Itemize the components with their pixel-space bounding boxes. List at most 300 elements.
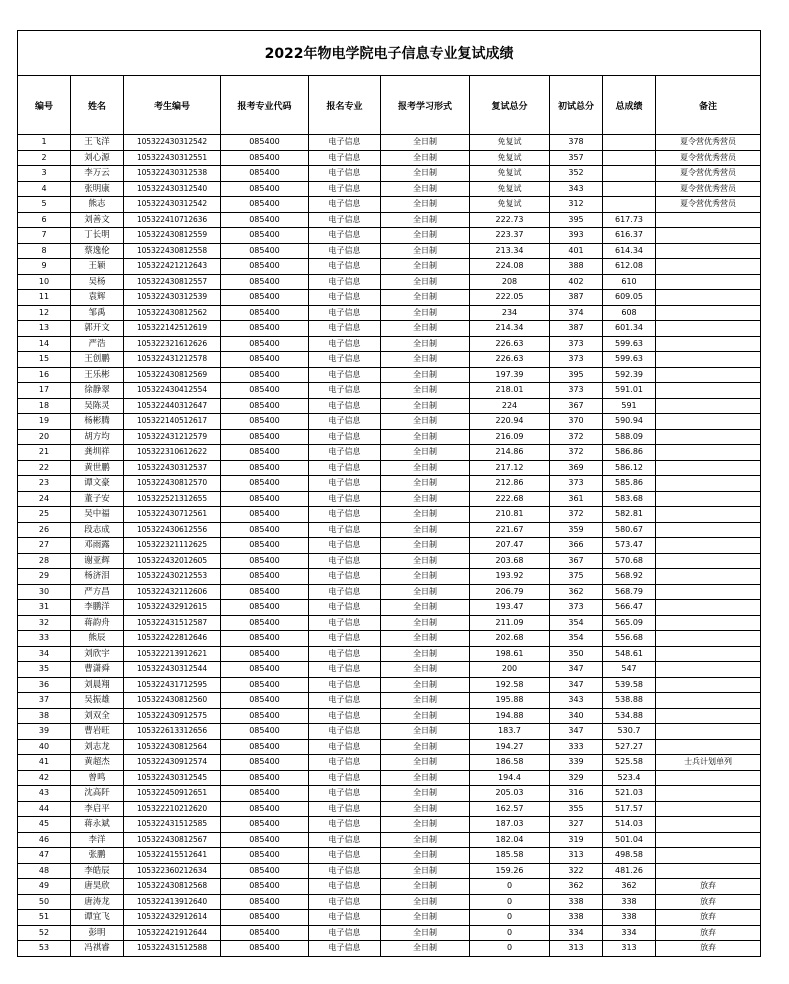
cell-exam-id: 105322422812646 (124, 631, 221, 647)
cell-initial-score: 361 (550, 491, 603, 507)
cell-number: 9 (18, 259, 71, 275)
cell-number: 24 (18, 491, 71, 507)
cell-total-score: 586.86 (603, 445, 656, 461)
cell-name: 段志成 (71, 522, 124, 538)
cell-initial-score: 347 (550, 662, 603, 678)
cell-number: 26 (18, 522, 71, 538)
cell-major: 电子信息 (309, 894, 381, 910)
cell-retest-score: 159.26 (470, 863, 550, 879)
cell-initial-score: 322 (550, 863, 603, 879)
table-row (18, 615, 761, 631)
cell-remarks (656, 228, 761, 244)
cell-major: 电子信息 (309, 476, 381, 492)
cell-major: 电子信息 (309, 181, 381, 197)
cell-exam-id: 105322430812570 (124, 476, 221, 492)
cell-retest-score: 194.88 (470, 708, 550, 724)
cell-retest-score: 0 (470, 910, 550, 926)
cell-retest-score: 224.08 (470, 259, 550, 275)
cell-number: 17 (18, 383, 71, 399)
cell-major: 电子信息 (309, 460, 381, 476)
cell-name: 龚圳祥 (71, 445, 124, 461)
col-header-major: 报名专业 (309, 76, 381, 135)
cell-retest-score: 186.58 (470, 755, 550, 771)
cell-remarks (656, 832, 761, 848)
cell-major-code: 085400 (221, 274, 309, 290)
cell-major-code: 085400 (221, 941, 309, 957)
cell-major-code: 085400 (221, 290, 309, 306)
cell-retest-score: 220.94 (470, 414, 550, 430)
table-row (18, 212, 761, 228)
table-row (18, 259, 761, 275)
cell-total-score: 590.94 (603, 414, 656, 430)
table-row (18, 832, 761, 848)
cell-name: 刘志龙 (71, 739, 124, 755)
table-row (18, 662, 761, 678)
cell-study-form: 全日制 (381, 414, 470, 430)
cell-remarks (656, 786, 761, 802)
cell-initial-score: 357 (550, 150, 603, 166)
cell-exam-id: 105322140512617 (124, 414, 221, 430)
cell-initial-score: 372 (550, 429, 603, 445)
table-row (18, 336, 761, 352)
cell-remarks (656, 708, 761, 724)
cell-study-form: 全日制 (381, 910, 470, 926)
cell-remarks (656, 305, 761, 321)
cell-number: 11 (18, 290, 71, 306)
cell-name: 邓雨露 (71, 538, 124, 554)
cell-major: 电子信息 (309, 135, 381, 151)
cell-exam-id: 105322430812558 (124, 243, 221, 259)
table-row (18, 941, 761, 957)
cell-study-form: 全日制 (381, 584, 470, 600)
cell-initial-score: 375 (550, 569, 603, 585)
cell-retest-score: 193.92 (470, 569, 550, 585)
cell-study-form: 全日制 (381, 755, 470, 771)
cell-major: 电子信息 (309, 290, 381, 306)
cell-exam-id: 105322430612556 (124, 522, 221, 538)
cell-remarks: 放弃 (656, 910, 761, 926)
cell-major: 电子信息 (309, 786, 381, 802)
cell-major: 电子信息 (309, 662, 381, 678)
cell-exam-id: 105322432912614 (124, 910, 221, 926)
cell-major: 电子信息 (309, 445, 381, 461)
cell-exam-id: 105322431212579 (124, 429, 221, 445)
cell-exam-id: 105322142512619 (124, 321, 221, 337)
cell-major-code: 085400 (221, 615, 309, 631)
col-header-initial-score: 初试总分 (550, 76, 603, 135)
cell-remarks (656, 553, 761, 569)
cell-retest-score: 200 (470, 662, 550, 678)
cell-number: 44 (18, 801, 71, 817)
cell-remarks (656, 383, 761, 399)
cell-number: 39 (18, 724, 71, 740)
cell-total-score: 534.88 (603, 708, 656, 724)
cell-remarks (656, 631, 761, 647)
cell-total-score: 501.04 (603, 832, 656, 848)
cell-initial-score: 402 (550, 274, 603, 290)
table-row (18, 538, 761, 554)
table-row (18, 708, 761, 724)
cell-total-score: 592.39 (603, 367, 656, 383)
cell-initial-score: 373 (550, 476, 603, 492)
cell-total-score (603, 166, 656, 182)
cell-remarks: 夏令营优秀营员 (656, 181, 761, 197)
cell-exam-id: 105322430812564 (124, 739, 221, 755)
cell-remarks (656, 569, 761, 585)
cell-major-code: 085400 (221, 600, 309, 616)
cell-exam-id: 105322210212620 (124, 801, 221, 817)
cell-retest-score: 192.58 (470, 677, 550, 693)
cell-name: 吴陈灵 (71, 398, 124, 414)
cell-initial-score: 354 (550, 631, 603, 647)
cell-exam-id: 105322410712636 (124, 212, 221, 228)
cell-study-form: 全日制 (381, 429, 470, 445)
table-row (18, 352, 761, 368)
cell-total-score: 525.58 (603, 755, 656, 771)
cell-major: 电子信息 (309, 770, 381, 786)
cell-total-score (603, 197, 656, 213)
cell-major-code: 085400 (221, 755, 309, 771)
table-row (18, 305, 761, 321)
cell-major: 电子信息 (309, 538, 381, 554)
cell-retest-score: 183.7 (470, 724, 550, 740)
cell-study-form: 全日制 (381, 708, 470, 724)
cell-total-score: 573.47 (603, 538, 656, 554)
cell-major-code: 085400 (221, 801, 309, 817)
cell-total-score: 614.34 (603, 243, 656, 259)
cell-remarks (656, 863, 761, 879)
cell-name: 谭宜飞 (71, 910, 124, 926)
cell-major: 电子信息 (309, 615, 381, 631)
cell-major: 电子信息 (309, 817, 381, 833)
cell-major: 电子信息 (309, 755, 381, 771)
cell-major: 电子信息 (309, 321, 381, 337)
cell-study-form: 全日制 (381, 212, 470, 228)
cell-total-score: 582.81 (603, 507, 656, 523)
col-header-major-code: 报考专业代码 (221, 76, 309, 135)
cell-retest-score: 234 (470, 305, 550, 321)
cell-total-score: 580.67 (603, 522, 656, 538)
cell-total-score: 523.4 (603, 770, 656, 786)
table-row (18, 197, 761, 213)
cell-exam-id: 105322430812557 (124, 274, 221, 290)
cell-retest-score: 222.05 (470, 290, 550, 306)
cell-name: 唐昊欣 (71, 879, 124, 895)
cell-retest-score: 免复试 (470, 150, 550, 166)
cell-exam-id: 105322430312545 (124, 770, 221, 786)
cell-study-form: 全日制 (381, 352, 470, 368)
cell-number: 53 (18, 941, 71, 957)
cell-number: 5 (18, 197, 71, 213)
cell-initial-score: 387 (550, 321, 603, 337)
cell-exam-id: 105322450912651 (124, 786, 221, 802)
cell-initial-score: 359 (550, 522, 603, 538)
cell-total-score: 583.68 (603, 491, 656, 507)
cell-major: 电子信息 (309, 166, 381, 182)
cell-study-form: 全日制 (381, 228, 470, 244)
cell-major: 电子信息 (309, 724, 381, 740)
cell-name: 袁辉 (71, 290, 124, 306)
cell-exam-id: 105322432912615 (124, 600, 221, 616)
cell-name: 张明康 (71, 181, 124, 197)
cell-major: 电子信息 (309, 708, 381, 724)
cell-major-code: 085400 (221, 817, 309, 833)
cell-initial-score: 329 (550, 770, 603, 786)
cell-remarks (656, 414, 761, 430)
table-row (18, 817, 761, 833)
cell-major-code: 085400 (221, 259, 309, 275)
cell-remarks: 放弃 (656, 941, 761, 957)
cell-total-score: 570.68 (603, 553, 656, 569)
cell-number: 32 (18, 615, 71, 631)
cell-total-score: 338 (603, 910, 656, 926)
table-row (18, 739, 761, 755)
cell-remarks (656, 817, 761, 833)
cell-total-score: 591.01 (603, 383, 656, 399)
cell-exam-id: 105322321612626 (124, 336, 221, 352)
cell-exam-id: 105322430912575 (124, 708, 221, 724)
cell-number: 41 (18, 755, 71, 771)
cell-study-form: 全日制 (381, 739, 470, 755)
cell-exam-id: 105322421212643 (124, 259, 221, 275)
cell-total-score: 612.08 (603, 259, 656, 275)
cell-major: 电子信息 (309, 491, 381, 507)
cell-initial-score: 373 (550, 352, 603, 368)
cell-retest-score: 224 (470, 398, 550, 414)
cell-name: 谭文豪 (71, 476, 124, 492)
cell-exam-id: 105322430312538 (124, 166, 221, 182)
cell-number: 36 (18, 677, 71, 693)
table-row (18, 770, 761, 786)
cell-study-form: 全日制 (381, 135, 470, 151)
cell-retest-score: 193.47 (470, 600, 550, 616)
cell-study-form: 全日制 (381, 476, 470, 492)
cell-major: 电子信息 (309, 212, 381, 228)
cell-total-score: 617.73 (603, 212, 656, 228)
cell-total-score: 585.86 (603, 476, 656, 492)
table-row (18, 522, 761, 538)
cell-total-score: 338 (603, 894, 656, 910)
cell-exam-id: 105322430812562 (124, 305, 221, 321)
cell-remarks: 放弃 (656, 894, 761, 910)
cell-remarks (656, 445, 761, 461)
cell-total-score: 334 (603, 925, 656, 941)
cell-exam-id: 105322440312647 (124, 398, 221, 414)
cell-initial-score: 316 (550, 786, 603, 802)
cell-remarks (656, 336, 761, 352)
cell-study-form: 全日制 (381, 321, 470, 337)
cell-number: 46 (18, 832, 71, 848)
cell-retest-score: 223.37 (470, 228, 550, 244)
cell-total-score: 362 (603, 879, 656, 895)
cell-retest-score: 203.68 (470, 553, 550, 569)
cell-remarks: 夏令营优秀营员 (656, 197, 761, 213)
cell-total-score: 601.34 (603, 321, 656, 337)
cell-initial-score: 354 (550, 615, 603, 631)
cell-initial-score: 340 (550, 708, 603, 724)
cell-major: 电子信息 (309, 553, 381, 569)
cell-study-form: 全日制 (381, 770, 470, 786)
cell-total-score: 514.03 (603, 817, 656, 833)
table-row (18, 274, 761, 290)
cell-major-code: 085400 (221, 677, 309, 693)
cell-name: 刘善文 (71, 212, 124, 228)
cell-number: 23 (18, 476, 71, 492)
cell-study-form: 全日制 (381, 181, 470, 197)
cell-study-form: 全日制 (381, 879, 470, 895)
table-row (18, 321, 761, 337)
cell-retest-score: 217.12 (470, 460, 550, 476)
cell-number: 49 (18, 879, 71, 895)
table-row (18, 243, 761, 259)
cell-major-code: 085400 (221, 305, 309, 321)
cell-major-code: 085400 (221, 538, 309, 554)
cell-major-code: 085400 (221, 708, 309, 724)
cell-major-code: 085400 (221, 863, 309, 879)
cell-major: 电子信息 (309, 832, 381, 848)
cell-remarks (656, 243, 761, 259)
cell-major: 电子信息 (309, 367, 381, 383)
cell-major: 电子信息 (309, 848, 381, 864)
cell-remarks (656, 290, 761, 306)
cell-name: 胡方均 (71, 429, 124, 445)
cell-exam-id: 105322430312544 (124, 662, 221, 678)
cell-name: 王创鹏 (71, 352, 124, 368)
cell-study-form: 全日制 (381, 522, 470, 538)
cell-exam-id: 105322430712561 (124, 507, 221, 523)
cell-name: 吴杨 (71, 274, 124, 290)
cell-remarks (656, 739, 761, 755)
cell-study-form: 全日制 (381, 863, 470, 879)
cell-exam-id: 105322213912621 (124, 646, 221, 662)
col-header-study-form: 报考学习形式 (381, 76, 470, 135)
cell-major-code: 085400 (221, 894, 309, 910)
cell-number: 4 (18, 181, 71, 197)
table-row (18, 724, 761, 740)
cell-name: 王飞洋 (71, 135, 124, 151)
cell-total-score: 616.37 (603, 228, 656, 244)
cell-total-score: 539.58 (603, 677, 656, 693)
cell-name: 刘晨翔 (71, 677, 124, 693)
cell-major: 电子信息 (309, 398, 381, 414)
col-header-number: 编号 (18, 76, 71, 135)
table-row (18, 925, 761, 941)
cell-major-code: 085400 (221, 879, 309, 895)
cell-exam-id: 105322360212634 (124, 863, 221, 879)
cell-study-form: 全日制 (381, 445, 470, 461)
cell-retest-score: 212.86 (470, 476, 550, 492)
table-row (18, 414, 761, 430)
cell-initial-score: 369 (550, 460, 603, 476)
cell-name: 熊志 (71, 197, 124, 213)
cell-remarks (656, 352, 761, 368)
cell-total-score: 610 (603, 274, 656, 290)
cell-initial-score: 395 (550, 212, 603, 228)
score-table (17, 30, 761, 957)
cell-exam-id: 105322430212553 (124, 569, 221, 585)
table-row (18, 166, 761, 182)
cell-exam-id: 105322430312542 (124, 197, 221, 213)
table-row (18, 290, 761, 306)
cell-initial-score: 367 (550, 553, 603, 569)
table-row (18, 677, 761, 693)
cell-retest-score: 198.61 (470, 646, 550, 662)
cell-number: 22 (18, 460, 71, 476)
cell-total-score: 527.27 (603, 739, 656, 755)
cell-number: 7 (18, 228, 71, 244)
cell-retest-score: 0 (470, 879, 550, 895)
cell-major-code: 085400 (221, 646, 309, 662)
cell-name: 刘心源 (71, 150, 124, 166)
cell-major-code: 085400 (221, 352, 309, 368)
cell-total-score (603, 181, 656, 197)
cell-remarks (656, 274, 761, 290)
cell-major-code: 085400 (221, 848, 309, 864)
cell-name: 李启平 (71, 801, 124, 817)
cell-name: 黄超杰 (71, 755, 124, 771)
cell-study-form: 全日制 (381, 615, 470, 631)
cell-remarks (656, 600, 761, 616)
cell-exam-id: 105322430312537 (124, 460, 221, 476)
cell-major-code: 085400 (221, 910, 309, 926)
table-row (18, 367, 761, 383)
cell-retest-score: 216.09 (470, 429, 550, 445)
cell-exam-id: 105322431512587 (124, 615, 221, 631)
cell-remarks: 夏令营优秀营员 (656, 135, 761, 151)
cell-remarks (656, 321, 761, 337)
cell-major: 电子信息 (309, 801, 381, 817)
cell-name: 唐涛龙 (71, 894, 124, 910)
cell-major: 电子信息 (309, 522, 381, 538)
cell-name: 吴振雄 (71, 693, 124, 709)
cell-major: 电子信息 (309, 228, 381, 244)
cell-major: 电子信息 (309, 150, 381, 166)
cell-study-form: 全日制 (381, 801, 470, 817)
cell-exam-id: 105322431212578 (124, 352, 221, 368)
cell-study-form: 全日制 (381, 553, 470, 569)
cell-major-code: 085400 (221, 150, 309, 166)
cell-major: 电子信息 (309, 584, 381, 600)
table-row (18, 646, 761, 662)
cell-exam-id: 105322430312542 (124, 135, 221, 151)
cell-initial-score: 334 (550, 925, 603, 941)
cell-exam-id: 105322321112625 (124, 538, 221, 554)
cell-initial-score: 343 (550, 181, 603, 197)
cell-remarks (656, 259, 761, 275)
table-row (18, 398, 761, 414)
cell-number: 2 (18, 150, 71, 166)
cell-retest-score: 202.68 (470, 631, 550, 647)
cell-total-score: 530.7 (603, 724, 656, 740)
cell-retest-score: 免复试 (470, 135, 550, 151)
cell-initial-score: 374 (550, 305, 603, 321)
cell-total-score: 568.92 (603, 569, 656, 585)
cell-study-form: 全日制 (381, 848, 470, 864)
cell-name: 沈高阡 (71, 786, 124, 802)
cell-remarks (656, 522, 761, 538)
cell-initial-score: 339 (550, 755, 603, 771)
cell-remarks (656, 724, 761, 740)
table-row (18, 600, 761, 616)
table-row (18, 910, 761, 926)
cell-study-form: 全日制 (381, 197, 470, 213)
cell-remarks (656, 693, 761, 709)
cell-remarks (656, 538, 761, 554)
cell-remarks: 放弃 (656, 925, 761, 941)
cell-exam-id: 105322431512588 (124, 941, 221, 957)
cell-exam-id: 105322432012605 (124, 553, 221, 569)
cell-total-score: 538.88 (603, 693, 656, 709)
